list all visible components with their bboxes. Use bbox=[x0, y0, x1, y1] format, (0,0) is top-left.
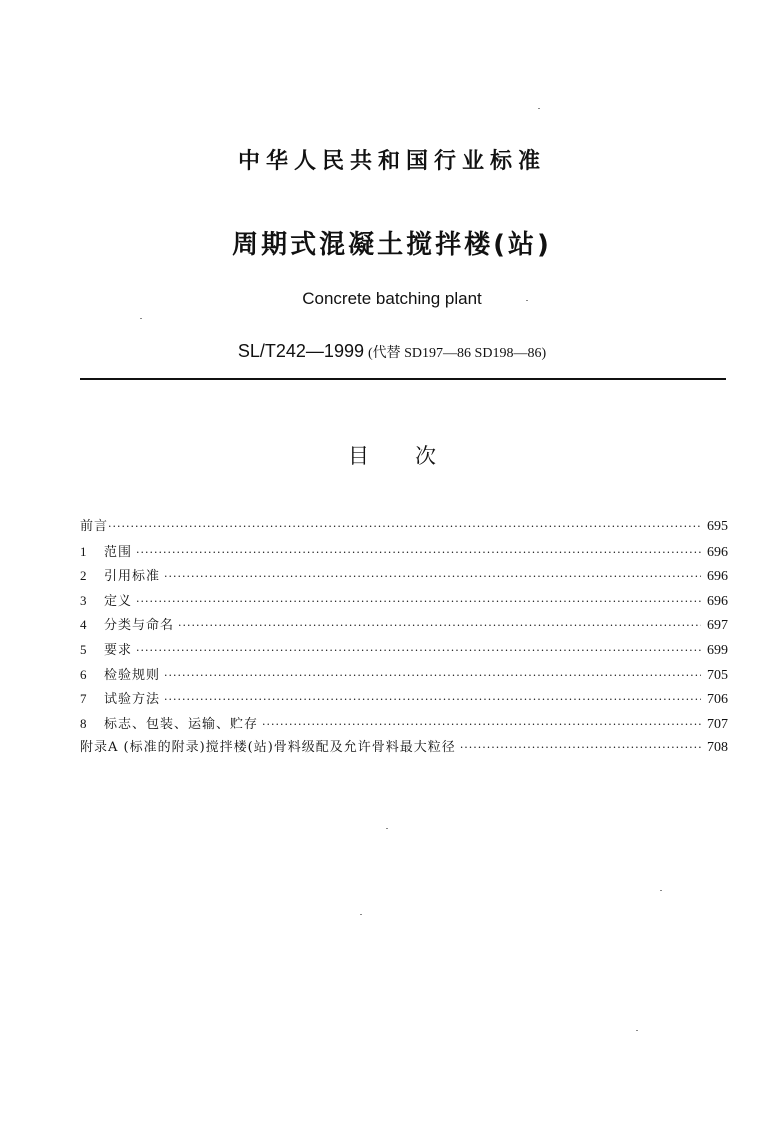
toc-entry-marking-packaging[interactable] bbox=[80, 712, 728, 737]
toc-entry-label: 引用标准 bbox=[104, 569, 161, 585]
toc-leader-dots bbox=[164, 688, 701, 713]
toc-entry-label: 前言 bbox=[80, 519, 109, 534]
toc-entry-page: 696 bbox=[707, 544, 728, 560]
toc-entry-number: 4 bbox=[80, 617, 87, 633]
toc-entry-page: 699 bbox=[707, 642, 728, 658]
toc-entry-label: 检验规则 bbox=[104, 667, 161, 683]
toc-entry-number: 2 bbox=[80, 568, 87, 584]
toc-leader-dots bbox=[164, 664, 701, 689]
toc-entry-normative-references[interactable] bbox=[80, 564, 728, 589]
toc-entry-page: 696 bbox=[707, 593, 728, 609]
standard-code: SL/T242—1999 bbox=[237, 341, 364, 361]
toc-entry-page: 696 bbox=[707, 569, 728, 585]
scan-speck bbox=[526, 300, 528, 301]
toc-leader-dots bbox=[164, 565, 701, 590]
toc-entry-number: 7 bbox=[80, 691, 87, 707]
toc-entry-preface[interactable] bbox=[80, 515, 728, 540]
toc-entry-label: 标志、包装、运输、贮存 bbox=[104, 716, 259, 732]
toc-entry-page: 705 bbox=[707, 667, 728, 683]
toc-leader-dots bbox=[136, 590, 701, 615]
toc-entry-number: 5 bbox=[80, 641, 87, 657]
document-title-english: Concrete batching plant bbox=[302, 289, 482, 308]
scan-speck bbox=[660, 890, 662, 891]
scan-speck bbox=[386, 828, 388, 829]
toc-entry-appendix-a[interactable] bbox=[80, 736, 728, 761]
toc-entry-page: 695 bbox=[707, 519, 728, 534]
toc-entry-label: 试验方法 bbox=[104, 692, 161, 708]
toc-leader-dots bbox=[136, 541, 701, 566]
toc-entry-number: 1 bbox=[80, 543, 87, 559]
toc-entry-label: 附录A (标准的附录)搅拌楼(站)骨料级配及允许骨料最大粒径 bbox=[80, 740, 456, 756]
toc-entry-number: 8 bbox=[80, 715, 87, 731]
table-of-contents bbox=[80, 515, 728, 761]
replaces-note: (代替 SD197—86 SD198—86) bbox=[367, 346, 547, 361]
toc-entry-label: 分类与命名 bbox=[104, 618, 175, 634]
toc-entry-label: 要求 bbox=[104, 642, 133, 658]
toc-entry-number: 3 bbox=[80, 592, 87, 608]
toc-leader-dots bbox=[136, 639, 701, 664]
standard-number-line bbox=[0, 341, 784, 362]
scan-speck bbox=[636, 1030, 638, 1031]
toc-entry-label: 范围 bbox=[104, 544, 133, 560]
scan-speck bbox=[140, 318, 142, 319]
scan-speck bbox=[538, 108, 540, 109]
toc-entry-number: 6 bbox=[80, 666, 87, 682]
toc-entry-scope[interactable] bbox=[80, 540, 728, 565]
toc-entry-inspection-rules[interactable] bbox=[80, 663, 728, 688]
toc-entry-page: 707 bbox=[707, 716, 728, 732]
header-divider bbox=[80, 378, 726, 380]
toc-entry-requirements[interactable] bbox=[80, 638, 728, 663]
toc-leader-dots bbox=[178, 614, 701, 639]
toc-entry-definitions[interactable] bbox=[80, 589, 728, 614]
toc-heading: 目次 bbox=[348, 444, 482, 468]
toc-entry-page: 697 bbox=[707, 618, 728, 634]
toc-leader-dots bbox=[108, 515, 701, 540]
toc-entry-page: 706 bbox=[707, 692, 728, 708]
toc-entry-test-methods[interactable] bbox=[80, 687, 728, 712]
scan-speck bbox=[360, 914, 362, 915]
toc-entry-label: 定义 bbox=[104, 593, 133, 609]
toc-leader-dots bbox=[460, 736, 701, 761]
standard-type-heading: 中华人民共和国行业标准 bbox=[237, 149, 546, 174]
toc-entry-page: 708 bbox=[707, 740, 728, 756]
toc-entry-classification[interactable] bbox=[80, 613, 728, 638]
toc-leader-dots bbox=[262, 713, 701, 738]
document-title: 周期式混凝土搅拌楼(站) bbox=[232, 230, 552, 260]
